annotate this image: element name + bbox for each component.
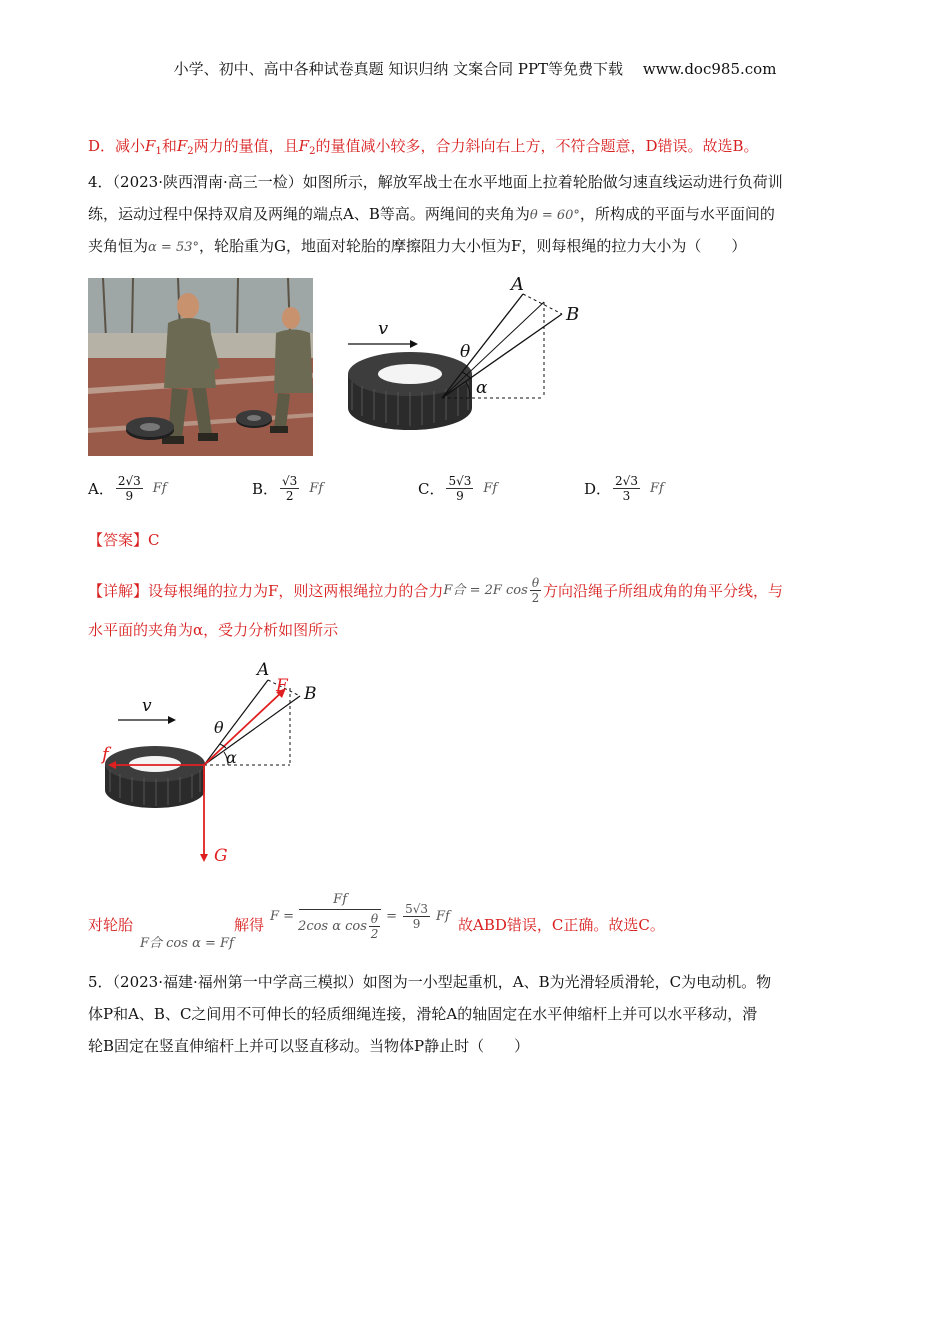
fig2-f-label: F [276,676,288,696]
fig2-b-label: B [304,684,317,704]
option-c[interactable]: C． $\frac{5√3}{9}$ Ff [418,474,498,503]
prev-option-d: D．减小$F_1$和$F_2$两力的量值，且$F_2$的量值减小较多，合力斜向右上方，不符合题意，D错误。故选B。 [88,137,759,157]
fig1-alpha-label: α [476,378,488,398]
detail-conclusion: 故ABD错误，C正确。故选C。 [458,916,665,934]
force-diagram [100,660,340,870]
answer-line: 【答案】C [88,531,160,549]
fig2-theta-label: θ [214,718,224,737]
option-a[interactable]: A． $\frac{2√3}{9}$ Ff [88,474,167,503]
q5-line-2: 体P和A、B、C之间用不可伸长的轻质细绳连接，滑轮A的轴固定在水平伸缩杆上并可以水平移动，滑 [88,1005,758,1023]
fig2-g-label: G [214,846,228,866]
option-b[interactable]: B． $\frac{√3}{2}$ Ff [252,474,324,503]
fig2-v-label: v [142,696,152,716]
fig1-v-label: v [378,318,389,339]
page-header: 小学、初中、高中各种试卷真题 知识归纳 文案合同 PPT等免费下载 www.doc985.com [173,60,777,78]
q4-line-1: 4．（2023·陕西渭南·高三一检）如图所示，解放军战士在水平地面上拉着轮胎做匀速直线运动进行负荷训 [88,173,783,191]
detail-solve-label: 解得 [234,916,265,934]
q5-line-3: 轮B固定在竖直伸缩杆上并可以竖直移动。当物体P静止时（ ） [88,1037,530,1055]
detail-line-1: 【详解】设每根绳的拉力为F，则这两根绳拉力的合力 F合 = 2F cos $\frac{\theta}{2}$ 方向沿绳子所组成角的角平分线，与 [88,576,784,605]
fig2-alpha-label: α [226,748,237,767]
detail-line-2: 水平面的夹角为α，受力分析如图所示 [88,621,339,639]
fig1-theta-label: θ [460,342,471,362]
q4-line-2: 练，运动过程中保持双肩及两绳的端点A、B等高。两绳间的夹角为θ = 60°，所构成的平面与水平面间的 [88,205,775,223]
option-d[interactable]: D． $\frac{2√3}{3}$ Ff [584,474,664,503]
q5-line-1: 5．（2023·福建·福州第一中学高三模拟）如图为一小型起重机，A、B为光滑轻质滑轮，C为电动机。物 [88,973,772,991]
q4-line-3: 夹角恒为α = 53°，轮胎重为G，地面对轮胎的摩擦阻力大小恒为F，则每根绳的拉力大小为（ ） [88,237,747,255]
fig1-b-label: B [566,304,580,325]
detail-line-3-label: 对轮胎 [88,916,134,934]
tire-diagram-1 [330,270,600,450]
equation-2: F = Ff 2cos α cos $\frac{\theta}{2}$ = $\frac{5√3}{9}$ Ff [270,892,450,941]
fig2-a-label: A [257,660,270,680]
equation-1: F合 cos α = Ff [140,936,234,951]
soldiers-photo [88,278,313,456]
fig1-a-label: A [511,274,524,295]
fig2-friction-label: f [102,744,109,765]
